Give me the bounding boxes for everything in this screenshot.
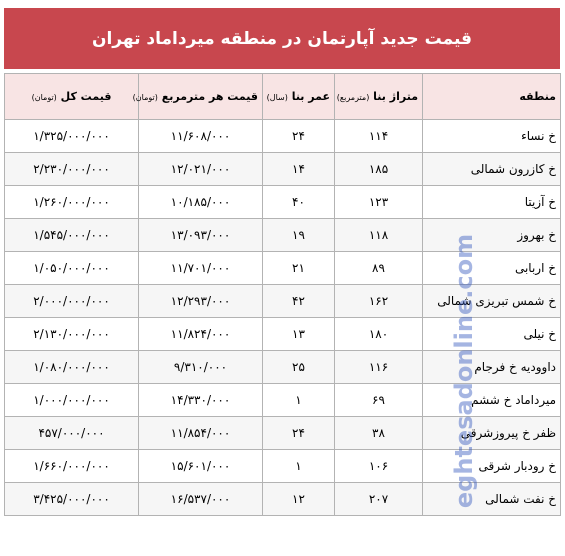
cell-age: ۲۴ — [263, 417, 335, 450]
cell-total-price: ۲/۰۰۰/۰۰۰/۰۰۰ — [5, 285, 139, 318]
header-area: متراژ بنا (مترمربع) — [335, 74, 423, 120]
cell-age: ۱ — [263, 450, 335, 483]
header-age: عمر بنا (سال) — [263, 74, 335, 120]
cell-area: ۸۹ — [335, 252, 423, 285]
table-row — [5, 351, 561, 384]
cell-region: خ نفت شمالی — [423, 483, 561, 516]
cell-area: ۱۸۵ — [335, 153, 423, 186]
cell-total-price: ۲/۱۳۰/۰۰۰/۰۰۰ — [5, 318, 139, 351]
header-price-per-meter: قیمت هر مترمربع (تومان) — [139, 74, 263, 120]
table-row — [5, 153, 561, 186]
cell-age: ۱۹ — [263, 219, 335, 252]
cell-area: ۱۰۶ — [335, 450, 423, 483]
cell-price-per-meter: ۱۲/۲۹۳/۰۰۰ — [139, 285, 263, 318]
cell-age: ۱۳ — [263, 318, 335, 351]
cell-price-per-meter: ۱۲/۰۲۱/۰۰۰ — [139, 153, 263, 186]
cell-age: ۱ — [263, 384, 335, 417]
watermark-text: eghtesadonline.com — [450, 233, 478, 508]
cell-age: ۲۵ — [263, 351, 335, 384]
cell-age: ۱۴ — [263, 153, 335, 186]
cell-price-per-meter: ۱۰/۱۸۵/۰۰۰ — [139, 186, 263, 219]
cell-age: ۱۲ — [263, 483, 335, 516]
cell-area: ۲۰۷ — [335, 483, 423, 516]
cell-age: ۴۲ — [263, 285, 335, 318]
cell-area: ۱۱۸ — [335, 219, 423, 252]
table-row — [5, 450, 561, 483]
table-row — [5, 186, 561, 219]
cell-area: ۱۸۰ — [335, 318, 423, 351]
cell-region: خ کازرون شمالی — [423, 153, 561, 186]
cell-price-per-meter: ۱۴/۳۳۰/۰۰۰ — [139, 384, 263, 417]
table-body — [5, 120, 561, 516]
table-row — [5, 483, 561, 516]
table-row — [5, 417, 561, 450]
cell-region: خ نیلی — [423, 318, 561, 351]
cell-total-price: ۴۵۷/۰۰۰/۰۰۰ — [5, 417, 139, 450]
cell-total-price: ۱/۰۸۰/۰۰۰/۰۰۰ — [5, 351, 139, 384]
cell-price-per-meter: ۱۶/۵۳۷/۰۰۰ — [139, 483, 263, 516]
cell-area: ۱۶۲ — [335, 285, 423, 318]
cell-total-price: ۱/۰۰۰/۰۰۰/۰۰۰ — [5, 384, 139, 417]
table-row — [5, 120, 561, 153]
cell-region: ظفر خ پیروزشرقی — [423, 417, 561, 450]
cell-region: داوودیه خ فرجام — [423, 351, 561, 384]
cell-price-per-meter: ۹/۳۱۰/۰۰۰ — [139, 351, 263, 384]
cell-region: خ شمس تبریزی شمالی — [423, 285, 561, 318]
cell-price-per-meter: ۱۳/۰۹۳/۰۰۰ — [139, 219, 263, 252]
price-table — [4, 73, 561, 516]
cell-region: خ نساء — [423, 120, 561, 153]
cell-price-per-meter: ۱۱/۸۲۴/۰۰۰ — [139, 318, 263, 351]
cell-age: ۴۰ — [263, 186, 335, 219]
cell-area: ۱۱۶ — [335, 351, 423, 384]
cell-price-per-meter: ۱۱/۸۵۴/۰۰۰ — [139, 417, 263, 450]
cell-age: ۲۱ — [263, 252, 335, 285]
cell-area: ۳۸ — [335, 417, 423, 450]
table-row — [5, 318, 561, 351]
cell-total-price: ۲/۲۳۰/۰۰۰/۰۰۰ — [5, 153, 139, 186]
cell-area: ۱۲۳ — [335, 186, 423, 219]
table-row — [5, 384, 561, 417]
page-title: قیمت جدید آپارتمان در منطقه میرداماد تهران — [4, 8, 560, 69]
cell-region: خ آزیتا — [423, 186, 561, 219]
cell-total-price: ۱/۰۵۰/۰۰۰/۰۰۰ — [5, 252, 139, 285]
cell-age: ۲۴ — [263, 120, 335, 153]
header-total-price: قیمت کل (تومان) — [5, 74, 139, 120]
cell-total-price: ۱/۲۶۰/۰۰۰/۰۰۰ — [5, 186, 139, 219]
cell-region: میرداماد خ ششم — [423, 384, 561, 417]
table-row — [5, 252, 561, 285]
cell-total-price: ۱/۳۲۵/۰۰۰/۰۰۰ — [5, 120, 139, 153]
cell-area: ۶۹ — [335, 384, 423, 417]
cell-area: ۱۱۴ — [335, 120, 423, 153]
cell-total-price: ۱/۶۶۰/۰۰۰/۰۰۰ — [5, 450, 139, 483]
cell-total-price: ۱/۵۴۵/۰۰۰/۰۰۰ — [5, 219, 139, 252]
table-row — [5, 219, 561, 252]
cell-region: خ بهروز — [423, 219, 561, 252]
cell-region: خ رودبار شرقی — [423, 450, 561, 483]
cell-region: خ اربابی — [423, 252, 561, 285]
cell-price-per-meter: ۱۵/۶۰۱/۰۰۰ — [139, 450, 263, 483]
header-region: منطقه — [423, 74, 561, 120]
table-header-row — [5, 74, 561, 120]
cell-price-per-meter: ۱۱/۶۰۸/۰۰۰ — [139, 120, 263, 153]
table-row — [5, 285, 561, 318]
cell-total-price: ۳/۴۲۵/۰۰۰/۰۰۰ — [5, 483, 139, 516]
cell-price-per-meter: ۱۱/۷۰۱/۰۰۰ — [139, 252, 263, 285]
